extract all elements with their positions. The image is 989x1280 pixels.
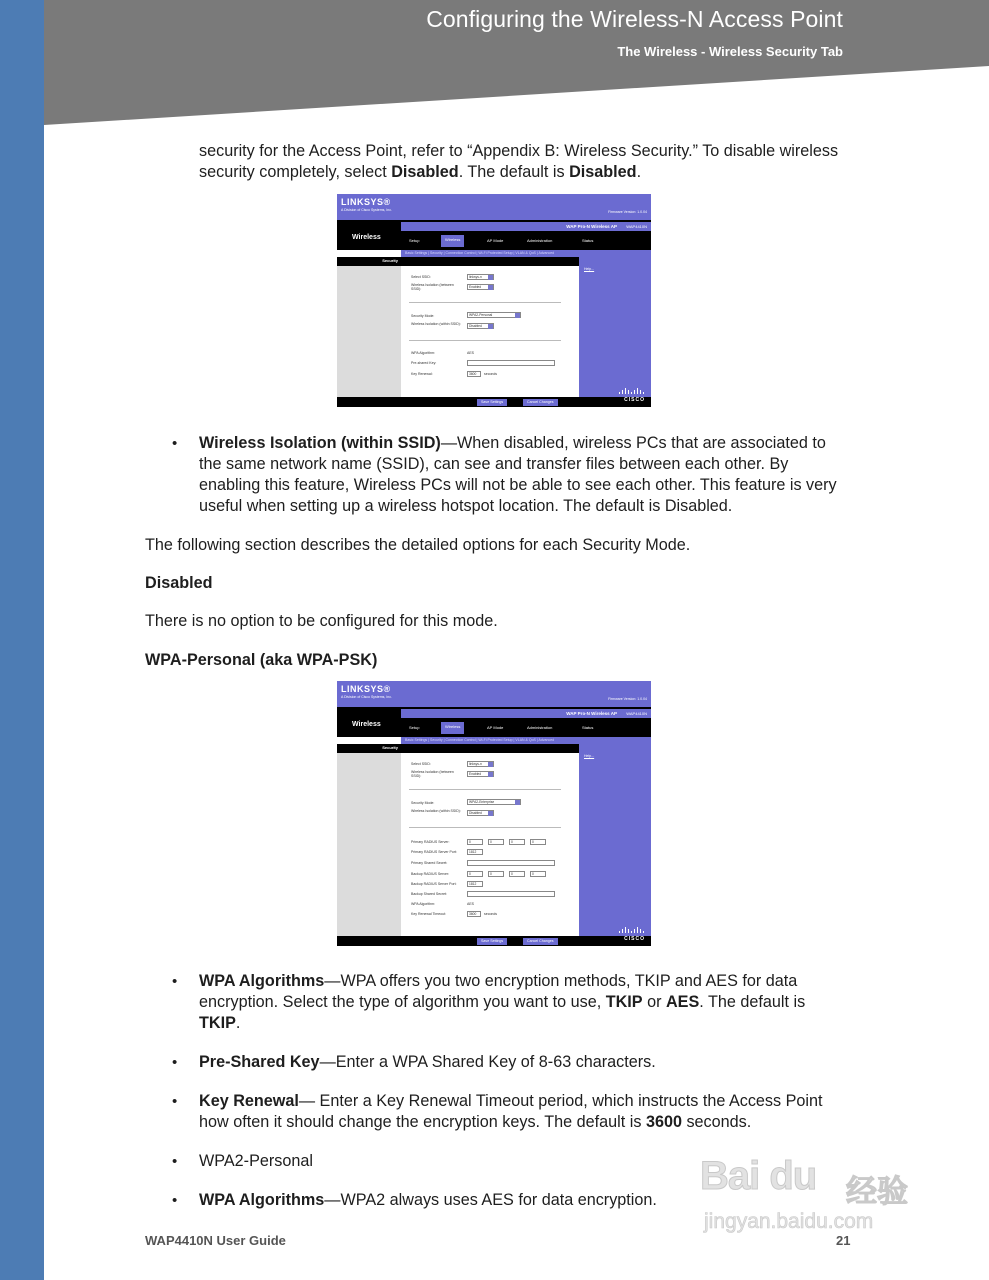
wpa-algorithm-value: AES: [467, 351, 475, 355]
header-subtitle: The Wireless - Wireless Security Tab: [617, 44, 843, 59]
bullet-text: seconds.: [681, 1113, 752, 1131]
key-renewal-timeout-input[interactable]: 3600: [467, 911, 481, 917]
left-column: [337, 257, 401, 397]
field-label: Primary RADIUS Server Port:: [411, 850, 457, 854]
tab-administration[interactable]: Administration: [527, 725, 553, 730]
select-ssid[interactable]: linksys-n: [467, 761, 494, 767]
bullet: •: [172, 1054, 178, 1071]
bullet-key-renewal: [199, 1091, 844, 1133]
primary-radius-octet-3[interactable]: 0: [509, 839, 525, 845]
bullet-term: Key Renewal: [199, 1092, 299, 1110]
section-intro: The following section describes the detailed options for each Security Mode.: [145, 536, 691, 554]
bullet-text: —When disabled, wireless PCs that are associated to the same network name (SSID), can see and transfer files between each other. By enabling this feature, Wireless PCs will not be able to see each other. This feature is very useful when setting up a wireless hotspot location. The default is Disabled.: [199, 434, 837, 515]
field-label: Backup RADIUS Server:: [411, 872, 450, 876]
cisco-bars-icon: [618, 926, 644, 933]
cisco-logo: CISCO: [624, 397, 645, 403]
primary-shared-secret[interactable]: [467, 860, 555, 866]
field-label: Key Renewal Timeout:: [411, 912, 447, 916]
disabled-heading-text: Disabled: [145, 574, 213, 592]
bullet-bold: TKIP: [199, 1014, 236, 1032]
field-label: Select SSID:: [411, 762, 431, 766]
seconds-label: seconds: [484, 372, 498, 376]
primary-radius-octet-2[interactable]: 0: [488, 839, 504, 845]
backup-shared-secret[interactable]: [467, 891, 555, 897]
primary-radius-port[interactable]: 1812: [467, 849, 483, 855]
bullet-text: or: [642, 993, 666, 1011]
divider: [409, 302, 561, 303]
select-security-mode[interactable]: WPA2-Personal: [467, 312, 521, 318]
tab-ap-mode[interactable]: AP Mode: [487, 238, 504, 243]
sub-tabs-text[interactable]: Basic Settings | Security | Connection Control | Wi-Fi Protected Setup | VLAN & QoS | Advanced: [405, 251, 555, 255]
intro-text-1: security for the Access Point, refer to “Appendix B: Wireless Security.” To disable wireless security completely, select: [199, 142, 839, 181]
sub-tabs: [401, 250, 651, 257]
footer-guide-title: WAP4410N User Guide: [145, 1233, 286, 1248]
backup-radius-octet-3[interactable]: 0: [509, 871, 525, 877]
bullet-bold: 3600: [645, 1113, 682, 1131]
field-label: Primary Shared Secret:: [411, 861, 448, 865]
field-label: Key Renewal:: [411, 372, 433, 376]
save-settings-button[interactable]: Save Settings: [477, 938, 507, 945]
cisco-logo: CISCO: [624, 936, 645, 942]
primary-radius-octet-4[interactable]: 0: [530, 839, 546, 845]
model-name: WAP4410N: [626, 711, 647, 716]
select-isolation-between[interactable]: Enabled: [467, 284, 494, 290]
cancel-changes-button[interactable]: Cancel Changes: [523, 399, 558, 406]
content-head: [401, 257, 579, 266]
key-renewal-input[interactable]: 3600: [467, 371, 481, 377]
bullet: •: [172, 1093, 178, 1110]
bullet-term: Pre-Shared Key: [199, 1053, 320, 1071]
field-label: Select SSID:: [411, 275, 431, 279]
left-heading: Security: [382, 745, 398, 750]
header-title: Configuring the Wireless-N Access Point: [426, 6, 843, 32]
watermark-chinese: 经验: [846, 1174, 908, 1209]
select-ssid[interactable]: linksys-n: [467, 274, 494, 280]
primary-radius-octet-1[interactable]: 0: [467, 839, 483, 845]
intro-bold-2: Disabled: [569, 163, 637, 181]
watermark-url: jingyan.baidu.com: [704, 1210, 874, 1233]
bullet-pre-shared-key: [199, 1052, 844, 1073]
bullet-text: —WPA offers you two encryption methods, TKIP and AES for data encryption. Select the type of algorithm you want to use,: [199, 972, 798, 1011]
field-label: WPA Algorithm:: [411, 902, 436, 906]
help-link[interactable]: Help...: [584, 754, 595, 758]
bullet: •: [172, 1153, 178, 1170]
firmware-version: Firmware Version: 1.0.04: [608, 210, 647, 214]
bullet-text: . The default is: [699, 993, 806, 1011]
bullet-text: .: [235, 1014, 241, 1032]
left-heading: Security: [382, 258, 398, 263]
bullet-bold: AES: [665, 993, 700, 1011]
intro-text-2: . The default is: [458, 163, 570, 181]
divider: [409, 340, 561, 341]
backup-radius-octet-2[interactable]: 0: [488, 871, 504, 877]
sub-tabs-text[interactable]: Basic Settings | Security | Connection Control | Wi-Fi Protected Setup | VLAN & QoS | Advanced: [405, 738, 555, 742]
wpa-personal-heading: [145, 650, 845, 671]
tab-setup[interactable]: Setup: [409, 725, 420, 730]
field-label: Wireless Isolation (between SSID):: [411, 283, 454, 291]
page-number: 21: [836, 1233, 851, 1248]
field-label: Backup RADIUS Server Port:: [411, 882, 457, 886]
bullet-term: WPA Algorithms: [199, 972, 325, 990]
tab-wireless[interactable]: Wireless: [441, 235, 464, 247]
bullet-wireless-isolation: [199, 433, 844, 517]
bullet-bold: TKIP: [605, 993, 643, 1011]
field-label: Wireless Isolation (within SSID):: [411, 322, 461, 326]
backup-radius-octet-4[interactable]: 0: [530, 871, 546, 877]
main-tabs: [401, 725, 651, 734]
field-label: Wireless Isolation (between SSID):: [411, 770, 454, 778]
field-label: Primary RADIUS Server:: [411, 840, 450, 844]
bullet-term: WPA Algorithms: [199, 1191, 325, 1209]
watermark-brand: Bai du: [700, 1154, 817, 1198]
backup-radius-octet-1[interactable]: 0: [467, 871, 483, 877]
bullet: •: [172, 435, 178, 452]
linksys-logo-sub: A Division of Cisco Systems, Inc.: [341, 208, 392, 212]
screenshot-wpa2-enterprise: [337, 681, 651, 946]
tab-setup[interactable]: Setup: [409, 238, 420, 243]
left-column: [337, 744, 401, 936]
bullet-text: — Enter a Key Renewal Timeout period, which instructs the Access Point how often it should change the encryption keys. The default is: [199, 1092, 823, 1131]
intro-paragraph: [199, 141, 844, 183]
wpa-heading-text: WPA-Personal (aka WPA-PSK): [145, 651, 378, 669]
baidu-watermark: [700, 1140, 935, 1245]
intro-bold-1: Disabled: [391, 163, 459, 181]
linksys-logo: LINKSYS®: [341, 684, 391, 694]
save-settings-button[interactable]: Save Settings: [477, 399, 507, 406]
left-color-band: [0, 0, 44, 1280]
page-header: [44, 0, 989, 125]
model-name: WAP4410N: [626, 224, 647, 229]
tab-status[interactable]: Status: [582, 725, 594, 730]
backup-radius-port[interactable]: 1812: [467, 881, 483, 887]
section-name: Wireless: [352, 234, 381, 241]
cancel-changes-button[interactable]: Cancel Changes: [523, 938, 558, 945]
help-link[interactable]: Help...: [584, 267, 595, 271]
select-isolation-within[interactable]: Disabled: [467, 810, 494, 816]
linksys-logo-sub: A Division of Cisco Systems, Inc.: [341, 695, 392, 699]
section-name: Wireless: [352, 721, 381, 728]
cisco-bars-icon: [618, 387, 644, 394]
content-head: [401, 744, 579, 753]
firmware-version: Firmware Version: 1.0.04: [608, 697, 647, 701]
bullet: •: [172, 1192, 178, 1209]
field-label: Pre-shared Key:: [411, 361, 437, 365]
bullet: •: [172, 973, 178, 990]
tab-administration[interactable]: Administration: [527, 238, 553, 243]
bullet-wpa-algorithms: [199, 971, 844, 1034]
bullet-term: Wireless Isolation (within SSID): [199, 434, 441, 452]
wpa-algorithm-value: AES: [467, 902, 475, 906]
bullet-text: —WPA2 always uses AES for data encryption.: [324, 1191, 657, 1209]
right-column: [579, 257, 651, 397]
field-label: Backup Shared Secret:: [411, 892, 447, 896]
seconds-label: seconds: [484, 912, 498, 916]
bullet-wpa2-personal: WPA2-Personal: [199, 1152, 313, 1170]
main-tabs: [401, 238, 651, 247]
field-label: WPA Algorithm:: [411, 351, 436, 355]
tab-status[interactable]: Status: [582, 238, 594, 243]
product-name: WAP Pro-N Wireless AP: [566, 224, 617, 229]
field-label: Security Mode:: [411, 314, 435, 318]
disabled-text: There is no option to be configured for this mode.: [145, 612, 498, 630]
bullet-text: —Enter a WPA Shared Key of 8-63 characters.: [319, 1053, 656, 1071]
product-name: WAP Pro-N Wireless AP: [566, 711, 617, 716]
tab-ap-mode[interactable]: AP Mode: [487, 725, 504, 730]
intro-text-3: .: [636, 163, 642, 181]
preshared-key-input[interactable]: [467, 360, 555, 366]
divider: [409, 789, 561, 790]
select-security-mode[interactable]: WPA2-Enterprise: [467, 799, 521, 805]
select-isolation-between[interactable]: Enabled: [467, 771, 494, 777]
screenshot-wpa2-personal: [337, 194, 651, 407]
tab-wireless[interactable]: Wireless: [441, 722, 464, 734]
right-column: [579, 744, 651, 936]
disabled-heading: [145, 573, 845, 594]
field-label: Wireless Isolation (within SSID):: [411, 809, 461, 813]
select-isolation-within[interactable]: Disabled: [467, 323, 494, 329]
divider: [409, 827, 561, 828]
sub-tabs: [401, 737, 651, 744]
linksys-logo: LINKSYS®: [341, 197, 391, 207]
field-label: Security Mode:: [411, 801, 435, 805]
